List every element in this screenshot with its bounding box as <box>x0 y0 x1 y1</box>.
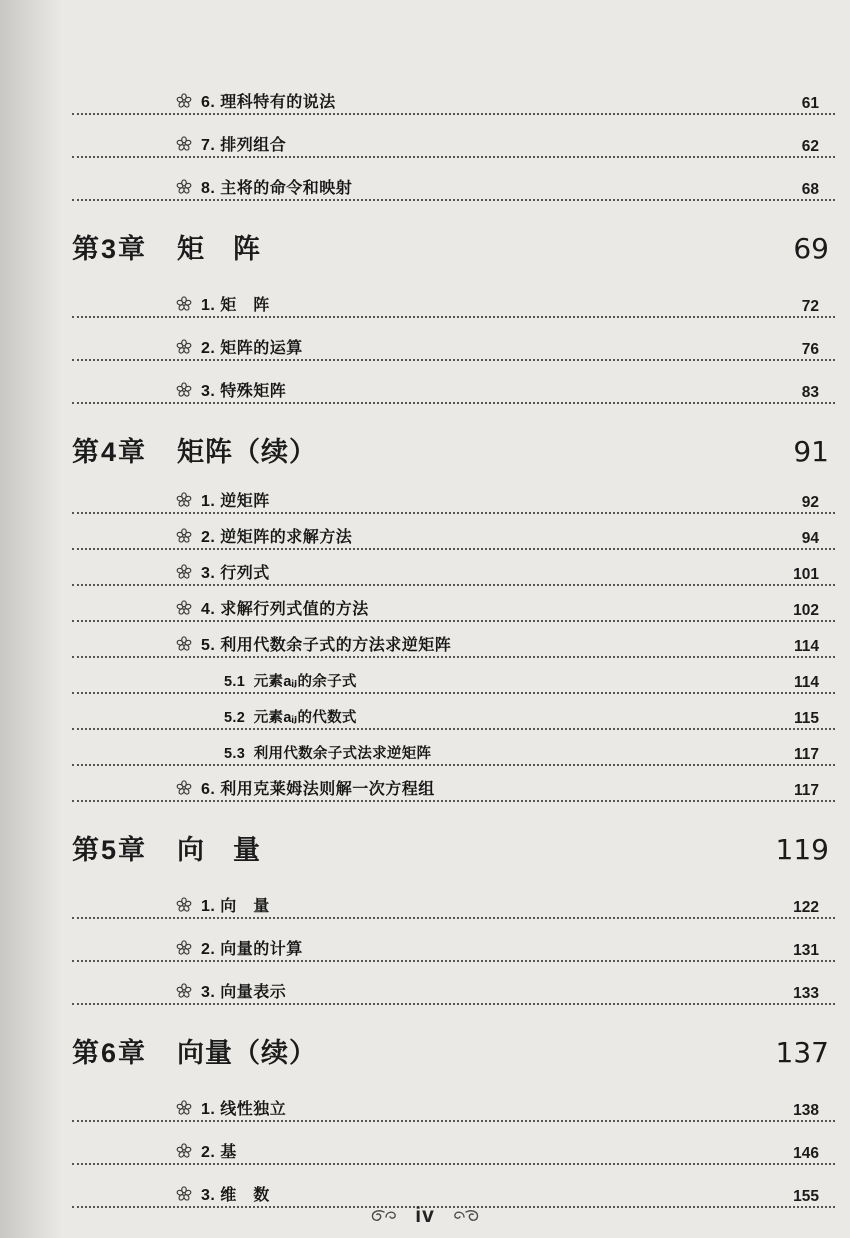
entry-content <box>224 706 357 727</box>
entry-label: 1. 逆矩阵 <box>201 493 270 510</box>
dotted-leader <box>72 359 835 361</box>
entry-content <box>176 893 270 916</box>
flower-icon <box>176 382 192 398</box>
entry-content <box>176 979 286 1002</box>
flower-icon <box>176 983 192 999</box>
entry-content <box>176 596 369 619</box>
toc-entry <box>72 964 835 1007</box>
toc-entry <box>72 588 835 624</box>
entry-content <box>176 378 286 401</box>
toc-section-chapter-4 <box>72 430 835 804</box>
entry-page-number: 83 <box>801 384 819 401</box>
toc-entry <box>72 117 835 160</box>
chapter-title-group <box>72 227 261 266</box>
entry-label: 2. 向量的计算 <box>201 941 303 958</box>
dotted-leader <box>72 1120 835 1122</box>
entry-label: 1. 向 量 <box>201 898 270 915</box>
entry-label: 1. 线性独立 <box>201 1101 287 1118</box>
entry-page-number: 131 <box>793 942 819 959</box>
flourish-left-icon <box>370 1208 402 1224</box>
dotted-leader <box>72 656 835 658</box>
dotted-leader <box>72 548 835 550</box>
dotted-leader <box>72 764 835 766</box>
chapter-title-group <box>72 1031 317 1070</box>
chapter-page-number: 119 <box>775 833 829 866</box>
dotted-leader <box>72 692 835 694</box>
entry-page-number: 117 <box>793 782 819 799</box>
entry-page-number: 117 <box>793 746 819 763</box>
entry-page-number: 94 <box>801 530 819 547</box>
toc-entry <box>72 732 835 768</box>
dotted-leader <box>72 156 835 158</box>
toc-entry <box>72 363 835 406</box>
flower-icon <box>176 528 192 544</box>
entry-content <box>224 742 431 763</box>
dotted-leader <box>72 316 835 318</box>
chapter-page-number: 137 <box>775 1036 829 1069</box>
entry-page-number: 102 <box>793 602 819 619</box>
toc-section-chapter-5 <box>72 828 835 1007</box>
entry-page-number: 114 <box>793 674 819 691</box>
dotted-leader <box>72 1003 835 1005</box>
toc-entry <box>72 1124 835 1167</box>
toc-entry <box>72 320 835 363</box>
toc-entry <box>72 878 835 921</box>
entry-content <box>176 175 352 198</box>
entry-content <box>176 560 270 583</box>
dotted-leader <box>72 199 835 201</box>
dotted-leader <box>72 800 835 802</box>
entry-label: 3. 特殊矩阵 <box>201 383 287 400</box>
chapter-page-number: 69 <box>793 232 829 265</box>
chapter-title-group <box>72 828 261 867</box>
entry-content <box>176 524 352 547</box>
entry-label: 2. 逆矩阵的求解方法 <box>201 529 353 546</box>
entry-page-number: 146 <box>793 1145 819 1162</box>
toc-section-chapter-6 <box>72 1031 835 1210</box>
dotted-leader <box>72 917 835 919</box>
dotted-leader <box>72 1163 835 1165</box>
entry-label: 2. 基 <box>201 1144 237 1161</box>
chapter-title: 矩阵（续） <box>177 437 318 467</box>
entry-label: 6. 利用克莱姆法则解一次方程组 <box>201 781 435 798</box>
entry-content <box>176 1182 270 1205</box>
entry-label: 8. 主将的命令和映射 <box>201 180 353 197</box>
entry-content <box>224 670 357 691</box>
toc-list <box>72 74 835 1210</box>
entry-content <box>176 776 435 799</box>
flower-icon <box>176 636 192 652</box>
chapter-page-number: 91 <box>793 435 829 468</box>
toc-entry <box>72 516 835 552</box>
entry-content <box>176 488 270 511</box>
chapter-heading <box>72 430 835 468</box>
flourish-right-icon <box>448 1208 480 1224</box>
dotted-leader <box>72 113 835 115</box>
entry-page-number: 114 <box>793 638 819 655</box>
toc-section-chapter-3 <box>72 227 835 406</box>
toc-entry <box>72 480 835 516</box>
toc-entry <box>72 921 835 964</box>
dotted-leader <box>72 584 835 586</box>
entry-content <box>176 1139 237 1162</box>
entry-page-number: 133 <box>793 985 819 1002</box>
chapter-title-group <box>72 430 317 469</box>
toc-entry <box>72 74 835 117</box>
entry-page-number: 122 <box>793 899 819 916</box>
toc-entry <box>72 1081 835 1124</box>
entry-page-number: 76 <box>801 341 819 358</box>
entry-page-number: 155 <box>793 1188 819 1205</box>
chapter-number-label: 第5章 <box>72 835 148 865</box>
toc-entry <box>72 696 835 732</box>
entry-page-number: 68 <box>801 181 819 198</box>
chapter-number-label: 第4章 <box>72 437 148 467</box>
flower-icon <box>176 492 192 508</box>
flower-icon <box>176 179 192 195</box>
dotted-leader <box>72 402 835 404</box>
entry-page-number: 101 <box>793 566 819 583</box>
entry-content <box>176 335 303 358</box>
entry-content <box>176 936 303 959</box>
chapter-heading <box>72 828 835 866</box>
entry-label: 1. 矩 阵 <box>201 297 270 314</box>
entry-label: 3. 维 数 <box>201 1187 270 1204</box>
entry-content <box>176 89 336 112</box>
entry-label: 5. 利用代数余子式的方法求逆矩阵 <box>201 637 452 654</box>
toc-entry <box>72 624 835 660</box>
dotted-leader <box>72 728 835 730</box>
toc-entry <box>72 160 835 203</box>
entry-label: 3. 行列式 <box>201 565 270 582</box>
toc-entry <box>72 660 835 696</box>
entry-label: 3. 向量表示 <box>201 984 287 1001</box>
dotted-leader <box>72 512 835 514</box>
chapter-title: 向量（续） <box>177 1038 318 1068</box>
entry-page-number: 92 <box>801 494 819 511</box>
flower-icon <box>176 339 192 355</box>
flower-icon <box>176 940 192 956</box>
entry-content <box>176 292 270 315</box>
entry-page-number: 62 <box>801 138 819 155</box>
entry-page-number: 61 <box>801 95 819 112</box>
flower-icon <box>176 136 192 152</box>
entry-label: 6. 理科特有的说法 <box>201 94 336 111</box>
entry-content <box>176 132 286 155</box>
flower-icon <box>176 780 192 796</box>
flower-icon <box>176 600 192 616</box>
chapter-number-label: 第6章 <box>72 1038 148 1068</box>
chapter-number-label: 第3章 <box>72 234 148 264</box>
entry-content <box>176 1096 286 1119</box>
dotted-leader <box>72 620 835 622</box>
entry-label: 5.1 元素aᵢⱼ的余子式 <box>224 674 357 690</box>
chapter-heading <box>72 227 835 265</box>
page-number-roman: iv <box>415 1204 435 1227</box>
flower-icon <box>176 564 192 580</box>
flower-icon <box>176 296 192 312</box>
entry-label: 7. 排列组合 <box>201 137 287 154</box>
entry-label: 4. 求解行列式值的方法 <box>201 601 369 618</box>
chapter-heading <box>72 1031 835 1069</box>
entry-label: 5.2 元素aᵢⱼ的代数式 <box>224 710 357 726</box>
chapter-title: 矩 阵 <box>177 234 262 264</box>
toc-entry <box>72 768 835 804</box>
flower-icon <box>176 1186 192 1202</box>
entry-label: 5.3 利用代数余子式法求逆矩阵 <box>224 746 432 762</box>
dotted-leader <box>72 960 835 962</box>
entry-page-number: 138 <box>793 1102 819 1119</box>
flower-icon <box>176 1100 192 1116</box>
flower-icon <box>176 93 192 109</box>
entry-content <box>176 632 451 655</box>
page-footer <box>0 1204 850 1228</box>
entry-label: 2. 矩阵的运算 <box>201 340 303 357</box>
entry-page-number: 72 <box>801 298 819 315</box>
toc-entry <box>72 277 835 320</box>
flower-icon <box>176 897 192 913</box>
flower-icon <box>176 1143 192 1159</box>
entry-page-number: 115 <box>793 710 819 727</box>
toc-section-chapter-2-tail <box>72 74 835 203</box>
toc-entry <box>72 552 835 588</box>
chapter-title: 向 量 <box>177 835 262 865</box>
